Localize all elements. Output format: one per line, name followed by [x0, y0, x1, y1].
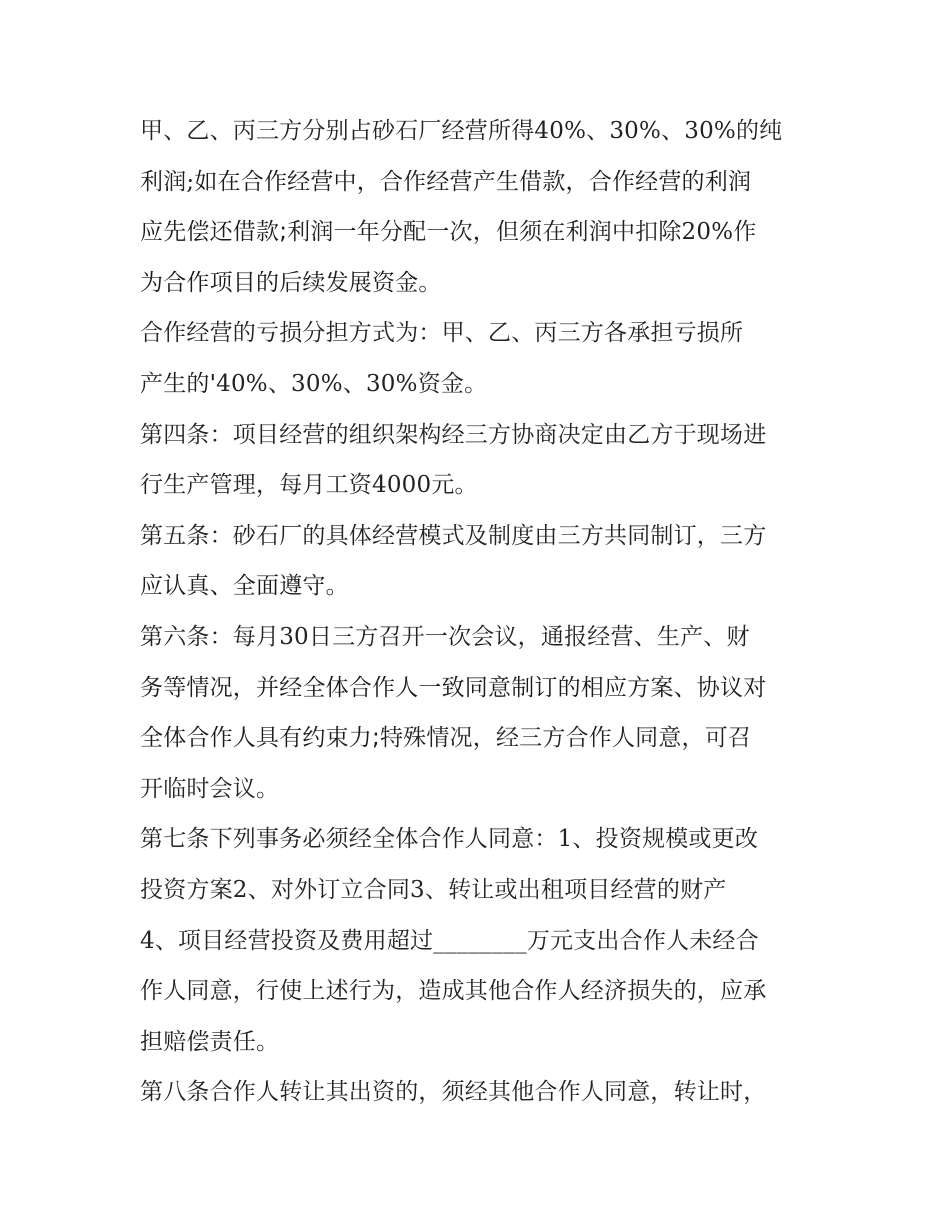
- text-segment: 应先偿还借款;: [140, 219, 288, 246]
- text-line: [140, 865, 820, 916]
- text-line: [140, 460, 820, 511]
- text-line: [140, 1017, 820, 1068]
- text-line: [140, 1067, 820, 1118]
- text-line: [140, 561, 820, 612]
- text-line: [140, 612, 820, 663]
- text-line: [140, 764, 820, 815]
- text-segment: 第八条合作人转让其出资的，须经其他合作人同意，转让时，: [140, 1079, 767, 1106]
- text-segment: 担赔偿责任。: [140, 1028, 280, 1055]
- text-segment: 如在合作经营中，合作经营产生借款，合作经营的利润: [194, 168, 752, 195]
- text-line: [140, 916, 820, 967]
- document-body: [140, 106, 820, 1118]
- text-segment: 开临时会议。: [140, 775, 280, 802]
- text-segment: 4、项目经营投资及费用超过________万元支出合作人未经合: [140, 927, 759, 954]
- text-segment: 行生产管理，每月工资4000元。: [140, 472, 478, 499]
- text-line: [140, 258, 820, 309]
- text-line: [140, 359, 820, 410]
- text-segment: 甲、乙、丙三方分别占砂石厂经营所得40%、30%、30%的纯: [140, 118, 783, 144]
- text-line: [140, 308, 820, 359]
- text-segment: 投资方案2、对外订立合同3、转让或出租项目经营的财产: [140, 876, 727, 903]
- text-segment: 全体合作人具有约束力;: [140, 725, 380, 752]
- text-segment: 务等情况，并经全体合作人一致同意制订的相应方案、协议对: [140, 674, 767, 701]
- text-line: [140, 106, 820, 157]
- text-line: [140, 207, 820, 258]
- text-line: [140, 663, 820, 714]
- text-segment: 第六条：每月30日三方召开一次会议，通报经营、生产、财: [140, 623, 750, 650]
- text-segment: 应认真、全面遵守。: [140, 573, 349, 600]
- text-segment: 40%、30%、30%资金。: [216, 370, 488, 397]
- text-segment: 为合作项目的后续发展资金。: [140, 269, 442, 296]
- text-line: [140, 966, 820, 1017]
- text-segment: 第七条下列事务必须经全体合作人同意：1、投资规模或更改: [140, 826, 759, 853]
- text-line: [140, 157, 820, 208]
- text-segment: 产生的': [140, 370, 217, 397]
- text-segment: 利润;: [140, 168, 195, 195]
- text-segment: 合作经营的亏损分担方式为：甲、乙、丙三方各承担亏损所: [140, 320, 744, 347]
- text-segment: 第五条：砂石厂的具体经营模式及制度由三方共同制订，三方: [140, 522, 767, 549]
- text-segment: 第四条：项目经营的组织架构经三方协商决定由乙方于现场进: [140, 421, 767, 448]
- text-line: [140, 511, 820, 562]
- text-line: [140, 814, 820, 865]
- text-line: [140, 713, 820, 764]
- text-segment: 作人同意，行使上述行为，造成其他合作人经济损失的，应承: [140, 978, 767, 1005]
- text-segment: 利润一年分配一次，但须在利润中扣除20%作: [287, 219, 757, 246]
- text-segment: 特殊情况，经三方合作人同意，可召: [379, 725, 752, 752]
- text-line: [140, 410, 820, 461]
